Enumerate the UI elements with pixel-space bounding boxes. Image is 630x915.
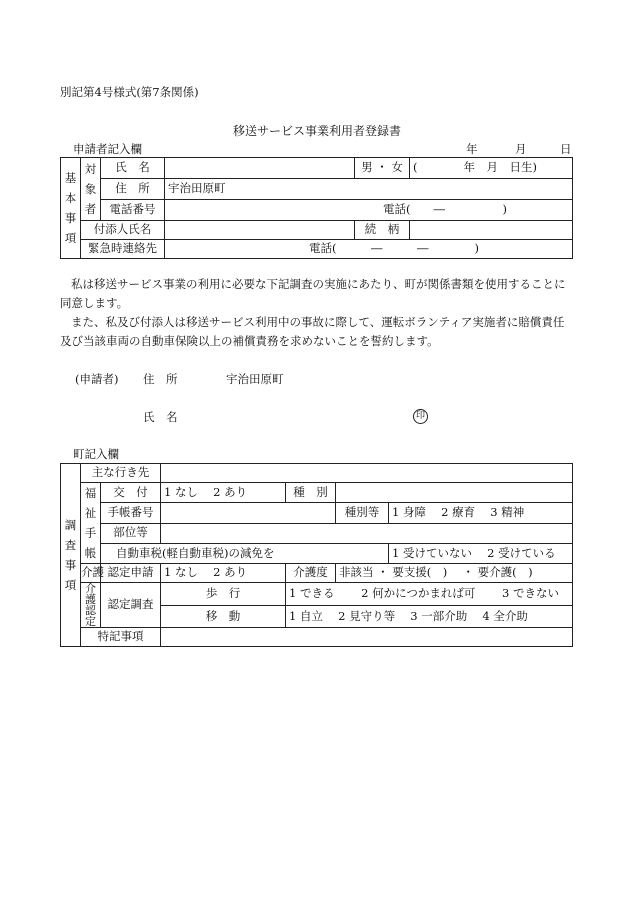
walking-label: 歩 行 [161, 583, 286, 606]
category-label: 種別等 [336, 503, 389, 523]
phone-number-label: 電話番号 [101, 200, 165, 221]
care-label: 介護 [81, 564, 101, 583]
walking-options[interactable]: 1 できる 2 何かにつかまれば可 3 できない [286, 583, 573, 606]
name-input[interactable] [165, 158, 355, 179]
signer-address-value: 宇治田原町 [226, 372, 284, 386]
type-input[interactable] [336, 483, 573, 503]
relation-label: 続 柄 [355, 221, 410, 240]
body-part-input[interactable] [161, 523, 573, 543]
applicant-section-label: 申請者記入欄 [73, 142, 142, 156]
moving-label: 移 動 [161, 605, 286, 628]
survey-group-label: 調査事項 [61, 464, 81, 647]
subject-label: 対象者 [81, 158, 101, 221]
date-year: 年 [466, 142, 478, 156]
destination-label: 主な行き先 [81, 464, 161, 483]
attendant-name-input[interactable] [165, 221, 355, 240]
category-options[interactable]: 1 身障 2 療育 3 精神 [389, 503, 573, 523]
address-label: 住 所 [101, 179, 165, 200]
birth-date-field[interactable]: ( 年 月 日生) [410, 158, 573, 179]
special-notes-label: 特記事項 [81, 628, 161, 647]
care-certification-label: 介護認定 [81, 583, 101, 628]
signer-role: (申請者) [75, 372, 119, 386]
pledge-paragraph: また、私及び付添人は移送サービス利用中の事故に際して、運転ボランティア実施者に賠償責任及び当該車両の自動車保険以上の補償責務を求めないことを誓約します。 [60, 315, 565, 348]
type-label: 種 別 [286, 483, 336, 503]
care-apply-options[interactable]: 1 なし 2 あり [161, 564, 286, 583]
tax-exemption-options[interactable]: 1 受けていない 2 受けている [389, 543, 573, 563]
moving-options[interactable]: 1 自立 2 見守り等 3 一部介助 4 全介助 [286, 605, 573, 628]
care-level-label: 介護度 [286, 564, 336, 583]
consent-paragraph: 私は移送サービス事業の利用に必要な下記調査の実施にあたり、町が関係書類を使用することに同意します。 [60, 277, 566, 310]
special-notes-input[interactable] [161, 628, 573, 647]
form-reference: 別記第4号様式(第7条関係) [60, 85, 199, 99]
town-section-label: 町記入欄 [73, 447, 119, 461]
tax-exemption-label: 自動車税(軽自動車税)の減免を [101, 543, 389, 563]
destination-input[interactable] [161, 464, 573, 483]
date-day: 日 [560, 142, 572, 156]
issued-options[interactable]: 1 なし 2 あり [161, 483, 286, 503]
name-label: 氏 名 [101, 158, 165, 179]
care-apply-label: 認定申請 [101, 564, 161, 583]
seal-mark: 印 [413, 409, 428, 424]
relation-input[interactable] [410, 221, 573, 240]
survey-table [60, 463, 573, 647]
issued-label: 交 付 [101, 483, 161, 503]
care-level-options[interactable]: 非該当 ・ 要支援( ) ・ 要介護( ) [336, 564, 573, 583]
phone-field[interactable]: 電話( ― ) [165, 200, 573, 221]
emergency-phone-field[interactable]: 電話( ― ― ) [165, 240, 573, 259]
body-part-label: 部位等 [101, 523, 161, 543]
basic-info-group-label: 基本事項 [61, 158, 81, 259]
book-number-input[interactable] [161, 503, 336, 523]
book-number-label: 手帳番号 [101, 503, 161, 523]
gender-select[interactable]: 男 ・ 女 [355, 158, 410, 179]
emergency-contact-label: 緊急時連絡先 [81, 240, 165, 259]
signer-name-label: 氏 名 [143, 410, 178, 424]
attendant-name-label: 付添人氏名 [81, 221, 165, 240]
certification-survey-label: 認定調査 [101, 583, 161, 628]
seal-icon [413, 409, 428, 424]
signer-address-label: 住 所 [143, 372, 178, 386]
page-title: 移送サービス事業利用者登録書 [233, 124, 402, 138]
applicant-table [60, 157, 573, 259]
address-value[interactable]: 宇治田原町 [165, 179, 573, 200]
date-month: 月 [515, 142, 527, 156]
welfare-book-label: 福祉手帳 [81, 483, 101, 564]
